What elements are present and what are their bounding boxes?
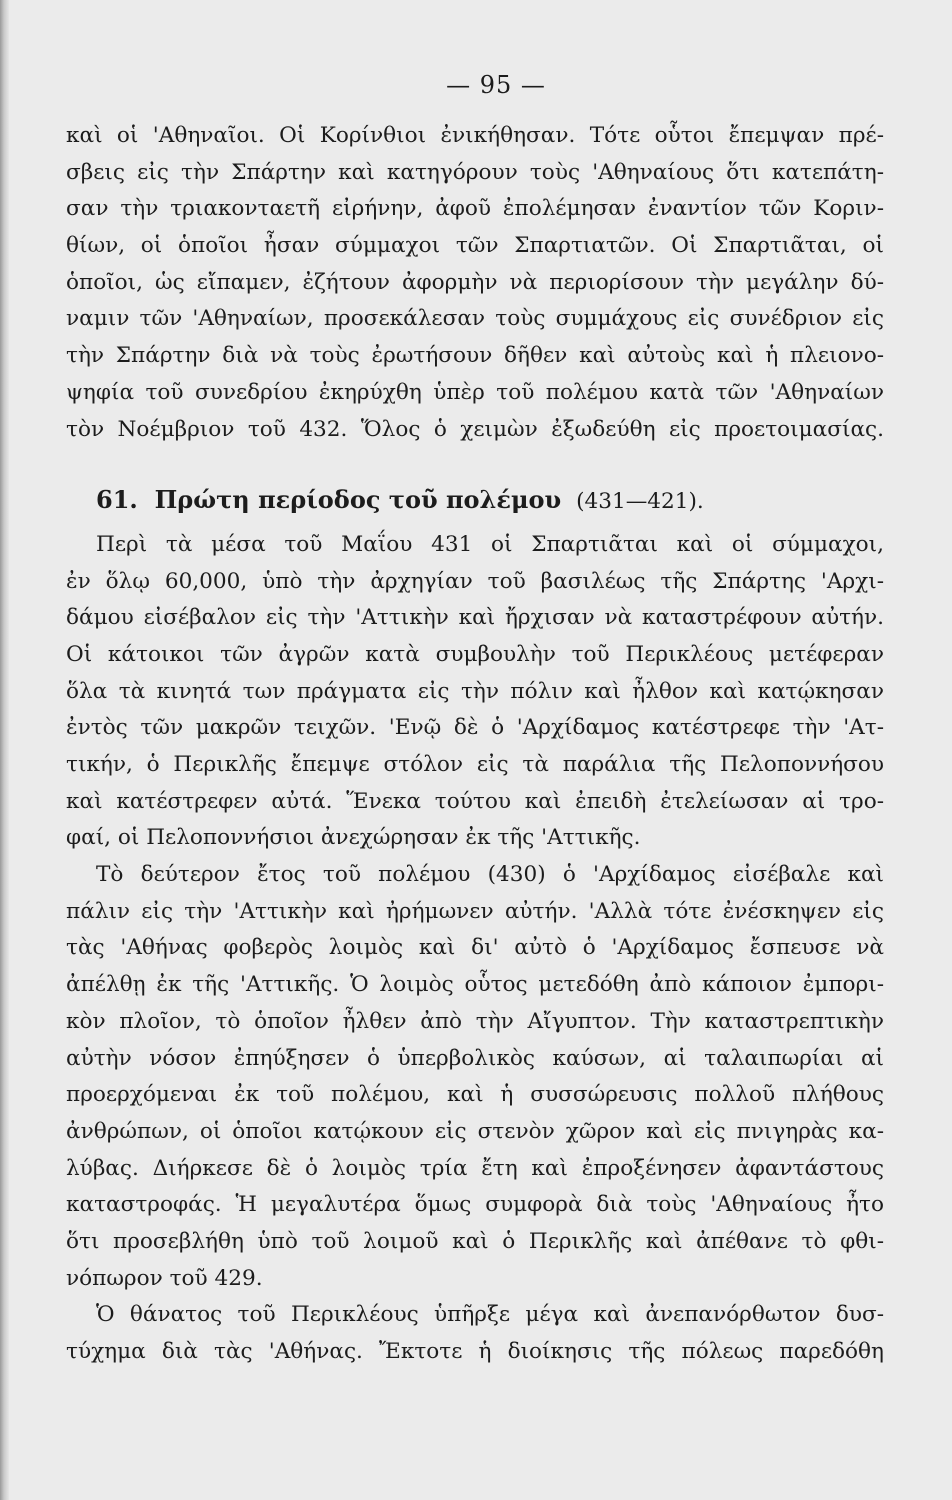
text-line: ὁποῖοι, ὡς εἴπαμεν, ἐζήτουν ἀφορμὴν νὰ περιορίσουν τὴν μεγάλην δύ- <box>66 269 884 295</box>
text-line: λύβας. Διήρκεσε δὲ ὁ λοιμὸς τρία ἔτη καὶ ἐπροξένησεν ἀφαντάστους <box>66 1155 884 1181</box>
text-line: τικήν, ὁ Περικλῆς ἔπεμψε στόλον εἰς τὰ παράλια τῆς Πελοποννήσου <box>66 752 884 777</box>
text-line: αὐτὴν νόσον ἐπηύξησεν ὁ ὑπερβολικὸς καύσων, αἱ ταλαιπωρίαι αἱ <box>66 1045 884 1071</box>
text-line: κὸν πλοῖον, τὸ ὁποῖον ἦλθεν ἀπὸ τὴν Αἴγυπτον. Τὴν καταστρεπτικὴν <box>66 1008 884 1034</box>
paragraph-1 <box>66 118 884 448</box>
text-line: τὸν Νοέμβριον τοῦ 432. Ὅλος ὁ χειμὼν ἐξωδεύθη εἰς προετοιμασίας. <box>66 416 884 442</box>
text-line: Περὶ τὰ μέσα τοῦ Μαΐου 431 οἱ Σπαρτιᾶται καὶ οἱ σύμμαχοι, <box>96 531 884 557</box>
text-line: νόπωρον τοῦ 429. <box>66 1265 263 1291</box>
text-line: ἐντὸς τῶν μακρῶν τειχῶν. 'Ενῷ δὲ ὁ 'Αρχίδαμος κατέστρεφε τὴν 'Ατ- <box>66 715 884 741</box>
text-line: ὅλα τὰ κινητά των πράγματα εἰς τὴν πόλιν καὶ ἦλθον καὶ κατῴκησαν <box>66 678 884 704</box>
text-line: φαί, οἱ Πελοποννήσιοι ἀνεχώρησαν ἐκ τῆς 'Αττικῆς. <box>66 825 641 851</box>
text-line: καὶ κατέστρεφεν αὐτά. Ἕνεκα τούτου καὶ ἐπειδὴ ἐτελείωσαν αἱ τρο- <box>66 788 884 814</box>
section-years: (431—421). <box>576 489 704 515</box>
text-line: ἀνθρώπων, οἱ ὁποῖοι κατῴκουν εἰς στενὸν χῶρον καὶ εἰς πνιγηρὰς κα- <box>66 1118 884 1144</box>
text-line: τὴν Σπάρτην διὰ νὰ τοὺς ἐρωτήσουν δῆθεν καὶ αὐτοὺς καὶ ἡ πλειονο- <box>66 343 884 369</box>
text-line: ἀπέλθῃ ἐκ τῆς 'Αττικῆς. Ὁ λοιμὸς οὗτος μετεδόθη ἀπὸ κάποιον ἐμπορι- <box>66 972 884 998</box>
text-line: ὅτι προσεβλήθη ὑπὸ τοῦ λοιμοῦ καὶ ὁ Περικλῆς καὶ ἀπέθανε τὸ φθι- <box>66 1228 884 1254</box>
text-line: Ὁ θάνατος τοῦ Περικλέους ὑπῆρξε μέγα καὶ ἀνεπανόρθωτον δυσ- <box>96 1302 884 1328</box>
page-edge-shadow <box>0 0 9 1500</box>
text-line: καταστροφάς. Ἡ μεγαλυτέρα ὅμως συμφορὰ διὰ τοὺς 'Αθηναίους ἦτο <box>66 1192 884 1218</box>
text-line: ναμιν τῶν 'Αθηναίων, προσεκάλεσαν τοὺς συμμάχους εἰς συνέδριον εἰς <box>66 306 884 332</box>
text-line: ψηφία τοῦ συνεδρίου ἐκηρύχθη ὑπὲρ τοῦ πολέμου κατὰ τῶν 'Αθηναίων <box>66 379 884 405</box>
paragraph-2 <box>66 527 884 1371</box>
text-line: σβεις εἰς τὴν Σπάρτην καὶ κατηγόρουν τοὺς 'Αθηναίους ὅτι κατεπάτη- <box>66 159 884 185</box>
section-title: Πρώτη περίοδος τοῦ πολέμου <box>154 485 562 515</box>
text-line: πάλιν εἰς τὴν 'Αττικὴν καὶ ἠρήμωνεν αὐτήν. 'Αλλὰ τότε ἐνέσκηψεν εἰς <box>66 898 884 924</box>
text-line: καὶ οἱ 'Αθηναῖοι. Οἱ Κορίνθιοι ἐνικήθησαν. Τότε οὗτοι ἔπεμψαν πρέ- <box>66 123 884 148</box>
text-line: σαν τὴν τριακονταετῆ εἰρήνην, ἀφοῦ ἐπολέμησαν ἐναντίον τῶν Κοριν- <box>66 196 884 222</box>
page-number: — 95 — <box>446 71 546 99</box>
section-heading <box>66 482 884 519</box>
text-line: Οἱ κάτοικοι τῶν ἀγρῶν κατὰ συμβουλὴν τοῦ Περικλέους μετέφεραν <box>66 641 884 667</box>
text-line: τύχημα διὰ τὰς 'Αθήνας. Ἔκτοτε ἡ διοίκησις τῆς πόλεως παρεδόθη <box>66 1339 884 1364</box>
text-line: ἐν ὅλῳ 60,000, ὑπὸ τὴν ἀρχηγίαν τοῦ βασιλέως τῆς Σπάρτης 'Αρχι- <box>66 568 884 594</box>
text-line: Τὸ δεύτερον ἔτος τοῦ πολέμου (430) ὁ 'Αρχίδαμος εἰσέβαλε καὶ <box>96 862 884 888</box>
text-line: δάμου εἰσέβαλον εἰς τὴν 'Αττικὴν καὶ ἤρχισαν νὰ καταστρέφουν αὐτήν. <box>66 605 884 631</box>
text-line: προερχόμεναι ἐκ τοῦ πολέμου, καὶ ἡ συσσώρευσις πολλοῦ πλήθους <box>66 1082 884 1108</box>
section-number: 61. <box>96 485 138 515</box>
page-body-text <box>66 118 884 1371</box>
text-line: θίων, οἱ ὁποῖοι ἦσαν σύμμαχοι τῶν Σπαρτιατῶν. Οἱ Σπαρτιᾶται, οἱ <box>66 233 884 259</box>
text-line: τὰς 'Αθήνας φοβερὸς λοιμὸς καὶ δι' αὐτὸ ὁ 'Αρχίδαμος ἔσπευσε νὰ <box>66 935 884 961</box>
